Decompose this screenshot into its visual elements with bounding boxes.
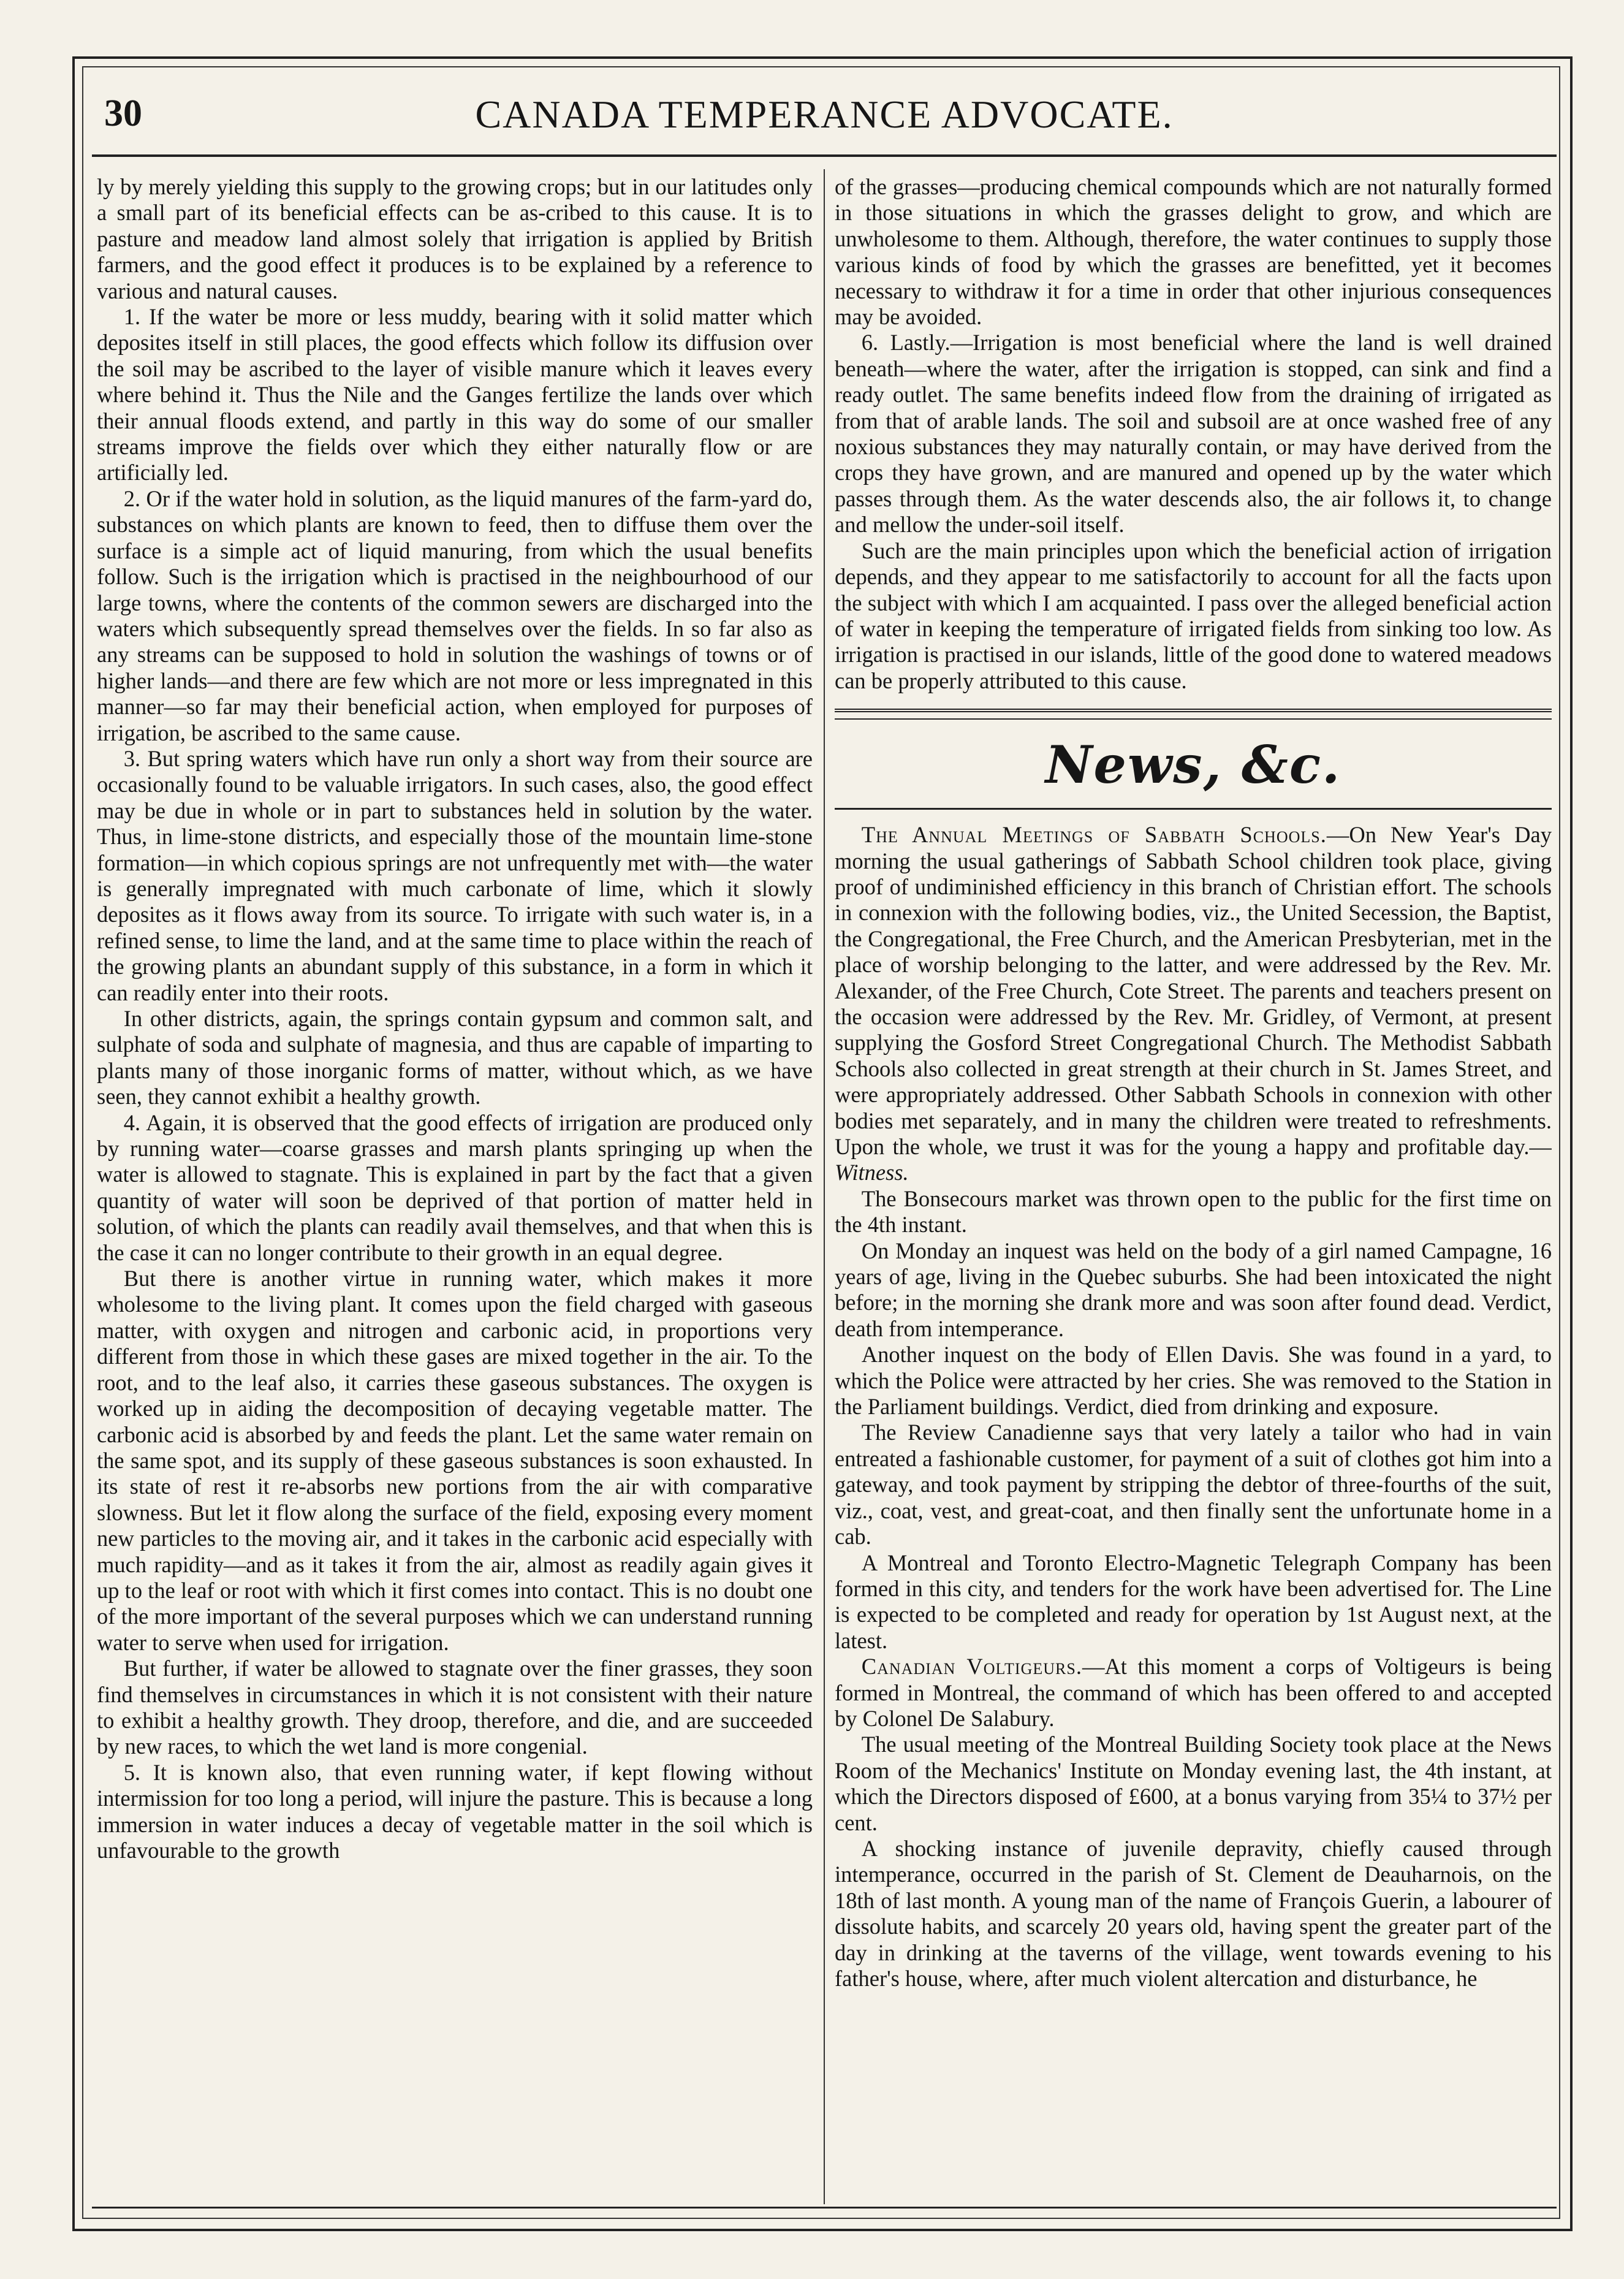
news-item-text: A shocking instance of juvenile depravity, chiefly caused through intemperance, occurred in the parish of St. Clement de Deauharnois, on the 18th of last month. A young man of the name of François Guerin, a labourer of dissolute habits, and scarcely 20 years old, having spent the greater part of the day in drinking at the taverns of the village, went towards evening to his father's house, where, after much violent altercation and disturbance, he	[835, 1835, 1552, 1991]
article-paragraph: But there is another virtue in running water, which makes it more wholesome to the living plant. It comes upon the field charged with gaseous matter, with oxygen and nitrogen and carbonic acid, in proportions very different from those in which these gases are mixed together in the air. To the root, and to the leaf also, it carries these gaseous substances. The oxygen is worked up in aiding the decomposition of decaying vegetable matter. The carbonic acid is absorbed by and feeds the plant. Let the same water remain on the same spot, and its supply of these gaseous substances is soon exhausted. In its state of rest it re-absorbs new portions from the air with comparative slowness. But let it flow along the surface of the field, exposing every moment new particles to the moving air, and it takes in the carbonic acid especially with much rapidity—and as it takes it from the air, almost as readily again gives it up to the leaf or root with which it first comes into contact. This is no doubt one of the more important of the several purposes which we can understand running water to serve when used for irrigation.	[97, 1266, 813, 1655]
news-item-lead: Canadian Voltigeurs.	[861, 1654, 1082, 1680]
news-item-text: The usual meeting of the Montreal Building Society took place at the News Room of the Mechanics' Institute on Monday evening last, the 4th instant, at which the Directors disposed of £600, at a bonus varying from 35¼ to 37½ per cent.	[835, 1732, 1552, 1835]
article-paragraph: ly by merely yielding this supply to the growing crops; but in our latitudes only a small part of its beneficial effects can be as-cribed to this cause. It is to pasture and meadow land almost solely that irrigation is applied by British farmers, and the good effect it produces is to be explained by a reference to various and natural causes.	[97, 174, 813, 303]
article-paragraph: 3. But spring waters which have run only a short way from their source are occasionally found to be valuable irrigators. In such cases, also, the good effect may be due in whole or in part to substances held in solution by the water. Thus, in lime-stone districts, and especially those of the mountain lime-stone formation—in which copious springs are not unfrequently met with—the water is generally impregnated with much carbonate of lime, which it slowly deposites as it flows away from its source. To irrigate with such water is, in a refined sense, to lime the land, and at the same time to place within the reach of the growing plants an abundant supply of this substance, in a form in which it can readily enter into their roots.	[97, 745, 813, 1005]
news-item	[835, 822, 1552, 1186]
news-item	[835, 1732, 1552, 1836]
news-item	[835, 1238, 1552, 1342]
news-rule-top	[835, 709, 1552, 720]
article-paragraph: 5. It is known also, that even running water, if kept flowing without intermission for too long a period, will injure the pasture. This is because a long immersion in water induces a decay of vegetable matter in the soil which is unfavourable to the growth	[97, 1759, 813, 1863]
news-item	[835, 1550, 1552, 1654]
article-paragraph: 6. Lastly.—Irrigation is most beneficial where the land is well drained beneath—where the water, after the irrigation is stopped, can sink and find a ready outlet. The same benefits indeed flow from the draining of irrigated as from that of arable lands. The soil and subsoil are at once washed free of any noxious substances they may naturally contain, or may have derived from the crops they have grown, and are manured and opened up by the water which passes through them. As the water descends also, the air follows it, to change and mellow the under-soil itself.	[835, 330, 1552, 538]
news-item-text: On Monday an inquest was held on the body of a girl named Campagne, 16 years of age, living in the Quebec suburbs. She had been intoxicated the night before; in the morning she drank more and was soon after found dead. Verdict, death from intemperance.	[835, 1238, 1552, 1341]
news-heading: News, &c.	[1045, 734, 1341, 796]
news-item-text: The Review Canadienne says that very lately a tailor who had in vain entreated a fashionable customer, for payment of a suit of clothes got him into a gateway, and took payment by stripping the debtor of three-fourths of the suit, viz., coat, vest, and great-coat, and then finally sent the unfortunate home in a cab.	[835, 1420, 1552, 1550]
news-item-text: The Bonsecours market was thrown open to the public for the first time on the 4th instant.	[835, 1185, 1552, 1238]
right-column	[835, 174, 1552, 2208]
article-paragraph: of the grasses—producing chemical compounds which are not naturally formed in those situations in which the grasses delight to grow, and which are unwholesome to them. Although, therefore, the water continues to supply those various kinds of food by which the grasses are benefitted, yet it becomes necessary to withdraw it for a time in order that other injurious consequences may be avoided.	[835, 174, 1552, 330]
news-item	[835, 1342, 1552, 1420]
article-paragraph: Such are the main principles upon which the beneficial action of irrigation depends, and they appear to me satisfactorily to account for all the facts upon the subject with which I am acquainted. I pass over the alleged beneficial action of water in keeping the temperature of irrigated fields from sinking too low. As irrigation is practised in our islands, little of the good done to watered meadows can be properly attributed to this cause.	[835, 538, 1552, 693]
masthead-title: CANADA TEMPERANCE ADVOCATE.	[475, 93, 1174, 136]
news-item-text: —On New Year's Day morning the usual gatherings of Sabbath School children took place, giving proof of undiminished efficiency in this branch of Christian effort. The schools in connexion with the following bodies, viz., the United Secession, the Baptist, the Congregational, the Free Church, and the American Presbyterian, met in the place of worship belonging to the latter, and were addressed by the Rev. Mr. Alexander, of the Free Church, Cote Street. The parents and teachers present on the occasion were addressed by the Rev. Mr. Gridley, of Vermont, at present supplying the Gosford Street Congregational Church. The Methodist Sabbath Schools also collected in great strength at their church in St. James Street, and were appropriately addressed. Other Sabbath Schools in connexion with other bodies met separately, and in many the children were treated to refreshments. Upon the whole, we trust it was for the young a happy and profitable day.—	[835, 822, 1552, 1159]
news-item	[835, 1836, 1552, 1992]
news-rule-bottom	[835, 808, 1552, 810]
news-item-text: —At this moment a corps of Voltigeurs is being formed in Montreal, the command of which has been offered to and accepted by Colonel De Salabury.	[835, 1654, 1552, 1731]
news-item-lead: The Annual Meetings of Sabbath Schools.	[861, 822, 1327, 848]
news-section	[835, 709, 1552, 1992]
news-item	[835, 1654, 1552, 1732]
header-rule	[92, 154, 1557, 157]
news-item	[835, 1420, 1552, 1550]
page-number: 30	[104, 93, 142, 134]
bottom-rule	[92, 2207, 1557, 2209]
column-divider	[824, 169, 825, 2204]
news-item-text: Another inquest on the body of Ellen Davis. She was found in a yard, to which the Police were attracted by her cries. She was removed to the Station in the Parliament buildings. Verdict, died from drinking and exposure.	[835, 1342, 1552, 1420]
article-paragraph: 2. Or if the water hold in solution, as the liquid manures of the farm-yard do, substances on which plants are known to feed, then to diffuse them over the surface is a simple act of liquid manuring, from which the usual benefits follow. Such is the irrigation which is practised in the neighbourhood of our large towns, where the contents of the common sewers are discharged into the waters which subsequently spread themselves over the fields. In so far also as any streams can be supposed to hold in solution the washings of towns or of higher lands—and there are few which are not more or less impregnated in this manner—so far may their beneficial action, when employed for purposes of irrigation, be ascribed to the same cause.	[97, 485, 813, 745]
news-item	[835, 1186, 1552, 1238]
article-paragraph: But further, if water be allowed to stagnate over the finer grasses, they soon find themselves in circumstances in which it is not consistent with their nature to exhibit a healthy growth. They droop, therefore, and die, and are succeeded by new races, to which the wet land is more congenial.	[97, 1656, 813, 1759]
page-header	[92, 92, 1557, 153]
article-paragraph: In other districts, again, the springs contain gypsum and common salt, and sulphate of soda and sulphate of magnesia, and thus are capable of imparting to plants many of those inorganic forms of matter, without which, as we have seen, they cannot exhibit a healthy growth.	[97, 1006, 813, 1109]
news-item-source: Witness.	[835, 1160, 909, 1185]
news-item-text: A Montreal and Toronto Electro-Magnetic Telegraph Company has been formed in this city, and tenders for the work have been advertised for. The Line is expected to be completed and ready for operation by 1st August next, at the latest.	[835, 1550, 1552, 1653]
article-paragraph: 4. Again, it is observed that the good effects of irrigation are produced only by running water—coarse grasses and marsh plants springing up when the water is allowed to stagnate. This is explained in part by the fact that a given quantity of water will soon be deprived of that portion of matter held in solution, of which the plants can readily avail themselves, and that when this is the case it can no longer contribute to their growth in an equal degree.	[97, 1109, 813, 1265]
article-paragraph: 1. If the water be more or less muddy, bearing with it solid matter which deposites itself in still places, the good effects which follow its diffusion over the soil may be ascribed to the layer of visible manure which it leaves every where behind it. Thus the Nile and the Ganges fertilize the lands over which their annual floods extend, and partly in this way do some of our smaller streams improve the fields over which they either naturally flow or are artificially led.	[97, 304, 813, 485]
left-column	[97, 174, 813, 2208]
